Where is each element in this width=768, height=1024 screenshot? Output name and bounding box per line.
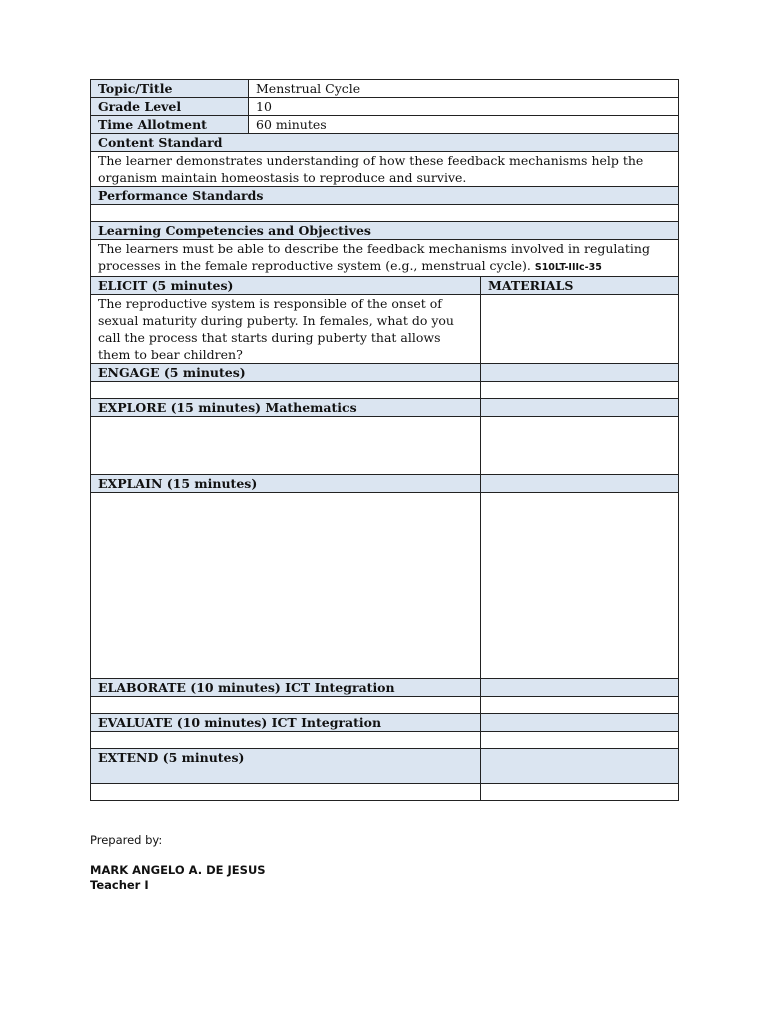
competencies-heading: Learning Competencies and Objectives	[91, 222, 679, 240]
explore-heading: EXPLORE (15 minutes) Mathematics	[91, 399, 481, 417]
topic-row	[91, 80, 679, 98]
time-allotment-label: Time Allotment	[91, 116, 249, 134]
lesson-plan-table	[90, 79, 679, 801]
engage-materials	[481, 382, 679, 399]
explain-materials	[481, 493, 679, 679]
evaluate-heading: EVALUATE (10 minutes) ICT Integration	[91, 714, 481, 732]
elicit-heading: ELICIT (5 minutes)	[91, 277, 481, 295]
competencies-cell	[91, 240, 679, 277]
elicit-body: The reproductive system is responsible of the onset of sexual maturity during puberty. In females, what do you call the process that starts during puberty that allows them to bear children?	[91, 295, 481, 364]
content-standard-heading: Content Standard	[91, 134, 679, 152]
materials-heading: MATERIALS	[481, 277, 679, 295]
explain-heading: EXPLAIN (15 minutes)	[91, 475, 481, 493]
explain-body	[91, 493, 481, 679]
time-allotment-row	[91, 116, 679, 134]
elaborate-body	[91, 697, 481, 714]
performance-standards-text	[91, 205, 679, 222]
elaborate-materials-header	[481, 679, 679, 697]
explore-materials	[481, 417, 679, 475]
explore-body	[91, 417, 481, 475]
extend-body	[91, 784, 481, 801]
content-standard-text: The learner demonstrates understanding of how these feedback mechanisms help the organism maintain homeostasis to reproduce and survive.	[91, 152, 679, 187]
evaluate-materials-header	[481, 714, 679, 732]
evaluate-body	[91, 732, 481, 749]
extend-materials-header	[481, 749, 679, 784]
lesson-plan-document	[90, 79, 678, 801]
grade-level-row	[91, 98, 679, 116]
signature-block	[90, 833, 266, 892]
time-allotment-value: 60 minutes	[249, 116, 679, 134]
competencies-text: The learners must be able to describe the feedback mechanisms involved in regulating processes in the female reproductive system (e.g., menstrual cycle).	[98, 241, 650, 273]
extend-materials	[481, 784, 679, 801]
elaborate-heading: ELABORATE (10 minutes) ICT Integration	[91, 679, 481, 697]
grade-level-label: Grade Level	[91, 98, 249, 116]
competency-code: S10LT-IIIc-35	[534, 262, 602, 273]
explain-materials-header	[481, 475, 679, 493]
preparer-name: MARK ANGELO A. DE JESUS	[90, 863, 266, 877]
evaluate-materials	[481, 732, 679, 749]
grade-level-value: 10	[249, 98, 679, 116]
engage-materials-header	[481, 364, 679, 382]
performance-standards-heading: Performance Standards	[91, 187, 679, 205]
elicit-materials	[481, 295, 679, 364]
topic-label: Topic/Title	[91, 80, 249, 98]
topic-value: Menstrual Cycle	[249, 80, 679, 98]
engage-heading: ENGAGE (5 minutes)	[91, 364, 481, 382]
engage-body	[91, 382, 481, 399]
explore-materials-header	[481, 399, 679, 417]
elaborate-materials	[481, 697, 679, 714]
preparer-role: Teacher I	[90, 878, 149, 892]
prepared-by-label: Prepared by:	[90, 833, 163, 847]
extend-heading: EXTEND (5 minutes)	[91, 749, 481, 784]
